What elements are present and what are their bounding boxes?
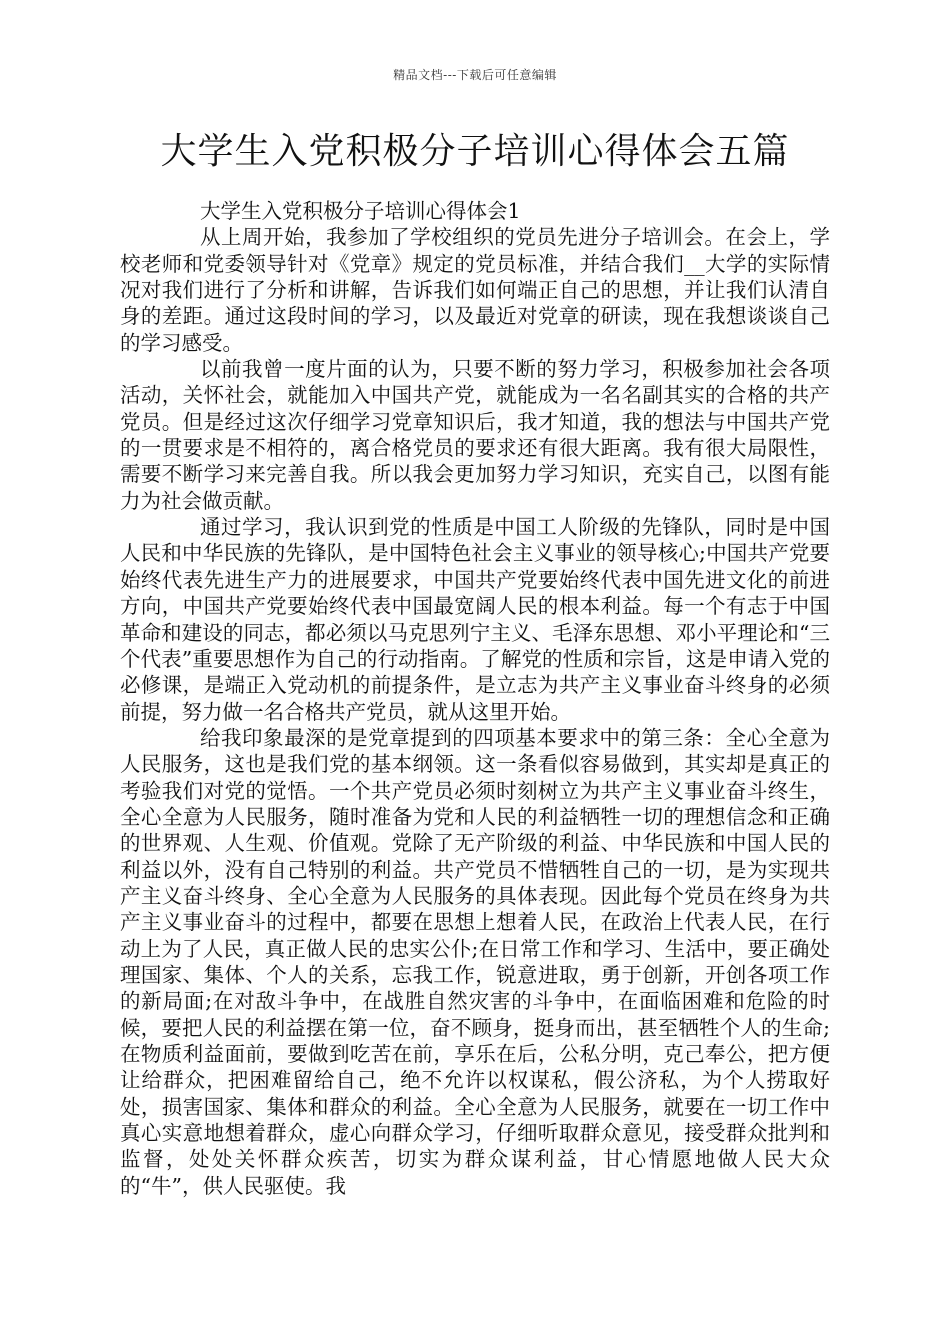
document-body bbox=[120, 198, 830, 1199]
paragraph: 以前我曾一度片面的认为，只要不断的努力学习，积极参加社会各项活动，关怀社会，就能加入中国共产党，就能成为一名名副其实的合格的共产党员。但是经过这次仔细学习党章知识后，我才知道，我的想法与中国共产党的一贯要求是不相符的，离合格党员的要求还有很大距离。我有很大局限性，需要不断学习来完善自我。所以我会更加努力学习知识，充实自己，以图有能力为社会做贡献。 bbox=[120, 357, 830, 513]
section-title: 大学生入党积极分子培训心得体会1 bbox=[200, 199, 521, 223]
paragraph: 从上周开始，我参加了学校组织的党员先进分子培训会。在会上，学校老师和党委领导针对《党章》规定的党员标准，并结合我们__大学的实际情况对我们进行了分析和讲解，告诉我们如何端正自己的思想，并让我们认清自身的差距。通过这段时间的学习，以及最近对党章的研读，现在我想谈谈自己的学习感受。 bbox=[120, 225, 830, 355]
paragraph: 通过学习，我认识到党的性质是中国工人阶级的先锋队，同时是中国人民和中华民族的先锋队，是中国特色社会主义事业的领导核心;中国共产党要始终代表先进生产力的进展要求，中国共产党要始终代表中国先进文化的前进方向，中国共产党要始终代表中国最宽阔人民的根本利益。每一个有志于中国革命和建设的同志，都必须以马克思列宁主义、毛泽东思想、邓小平理论和“三个代表”重要思想作为自己的行动指南。了解党的性质和宗旨，这是申请入党的必修课，是端正入党动机的前提条件，是立志为共产主义事业奋斗终身的必须前提，努力做一名合格共产党员，就从这里开始。 bbox=[120, 515, 830, 724]
document-title: 大学生入党积极分子培训心得体会五篇 bbox=[160, 131, 790, 172]
paragraph: 给我印象最深的是党章提到的四项基本要求中的第三条：全心全意为人民服务，这也是我们党的基本纲领。这一条看似容易做到，其实却是真正的考验我们对党的觉悟。一个共产党员必须时刻树立为共产主义事业奋斗终生，全心全意为人民服务，随时准备为党和人民的利益牺牲一切的理想信念和正确的世界观、人生观、价值观。党除了无产阶级的利益、中华民族和中国人民的利益以外，没有自己特别的利益。共产党员不惜牺牲自己的一切，是为实现共产主义奋斗终身、全心全意为人民服务的具体表现。因此每个党员在终身为共产主义事业奋斗的过程中，都要在思想上想着人民，在政治上代表人民，在行动上为了人民，真正做人民的忠实公仆;在日常工作和学习、生活中，要正确处理国家、集体、个人的关系，忘我工作，锐意进取，勇于创新，开创各项工作的新局面;在对敌斗争中，在战胜自然灾害的斗争中，在面临困难和危险的时候，要把人民的利益摆在第一位，奋不顾身，挺身而出，甚至牺牲个人的生命;在物质利益面前，要做到吃苦在前，享乐在后，公私分明，克己奉公，把方便让给群众，把困难留给自己，绝不允许以权谋私，假公济私，为个人捞取好处，损害国家、集体和群众的利益。全心全意为人民服务，就要在一切工作中真心实意地想着群众，虚心向群众学习，仔细听取群众意见，接受群众批判和监督，处处关怀群众疾苦，切实为群众谋利益，甘心情愿地做人民大众的“牛”，供人民驱使。我 bbox=[120, 725, 830, 1198]
header-note: 精品文档---下载后可任意编辑 bbox=[393, 68, 557, 82]
